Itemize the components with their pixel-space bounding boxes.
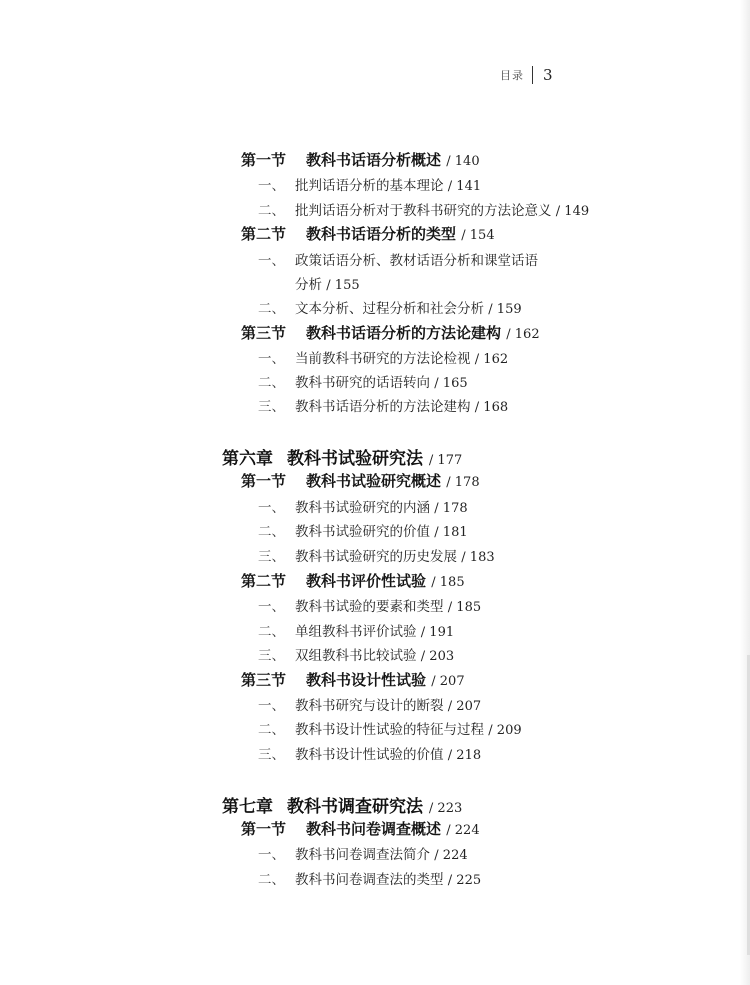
toc-chapter[interactable]	[222, 444, 462, 469]
toc-page-ref: / 165	[434, 376, 468, 391]
toc-entry-number: 一、	[258, 599, 285, 615]
toc-entry-number: 第六章	[222, 449, 273, 469]
toc-entry-number: 第二节	[241, 572, 287, 590]
toc-entry-title: 教科书研究的话语转向	[295, 375, 430, 391]
toc-page-ref: / 159	[488, 302, 522, 317]
toc-item[interactable]	[258, 595, 481, 615]
toc-entry-title: 教科书话语分析的方法论建构	[306, 324, 502, 342]
toc-page-ref: / 207	[431, 674, 465, 689]
toc-page-ref: / 168	[474, 400, 509, 415]
toc-entry-title: 教科书试验研究法	[287, 449, 423, 469]
toc-page-ref: / 183	[461, 550, 495, 565]
toc-page-ref: / 185	[447, 600, 482, 615]
toc-entry-number: 二、	[258, 203, 285, 219]
toc-entry-title: 批判话语分析对于教科书研究的方法论意义	[295, 203, 552, 219]
toc-entry-number: 第一节	[241, 820, 287, 838]
toc-entry-number: 一、	[258, 500, 285, 516]
toc-page-ref: / 191	[420, 625, 455, 640]
toc-entry-number: 三、	[258, 549, 285, 565]
toc-entry-title: 教科书设计性试验的价值	[295, 747, 444, 763]
toc-item[interactable]	[258, 694, 481, 714]
toc-entry-number: 二、	[258, 524, 285, 540]
toc-page-ref: / 223	[428, 801, 463, 816]
toc-page-ref: / 177	[428, 453, 463, 468]
toc-page-ref: / 154	[461, 228, 495, 243]
toc-item[interactable]	[258, 395, 508, 415]
toc-item[interactable]	[258, 174, 481, 194]
toc-section[interactable]	[241, 470, 480, 491]
toc-entry-number: 二、	[258, 624, 285, 640]
toc-page-ref: / 209	[488, 723, 522, 738]
toc-entry-title: 双组教科书比较试验	[295, 648, 417, 664]
toc-item[interactable]	[258, 297, 522, 317]
toc-page-ref: / 178	[446, 475, 480, 490]
toc-entry-number: 三、	[258, 399, 285, 415]
toc-item[interactable]	[258, 545, 495, 565]
toc-entry-number: 第七章	[222, 797, 273, 817]
toc-item[interactable]	[258, 347, 508, 367]
toc-entry-title: 教科书问卷调查法简介	[295, 847, 430, 863]
toc-entry-title: 分析	[295, 277, 322, 293]
toc-entry-title: 单组教科书评价试验	[295, 624, 417, 640]
toc-entry-title: 教科书问卷调查概述	[306, 820, 442, 838]
toc-entry-number: 一、	[258, 847, 285, 863]
toc-entry-title: 教科书研究与设计的断裂	[295, 698, 444, 714]
toc-section[interactable]	[241, 322, 540, 343]
toc-entry-title: 教科书试验研究概述	[306, 472, 442, 490]
toc-page-ref: / 185	[431, 575, 465, 590]
toc-entry-number: 第一节	[241, 472, 287, 490]
toc-page-ref: / 162	[474, 352, 509, 367]
toc-page-ref: / 178	[434, 501, 468, 516]
toc-entry-title: 教科书评价性试验	[306, 572, 427, 590]
toc-entry-title: 教科书试验研究的历史发展	[295, 549, 457, 565]
toc-entry-title: 教科书话语分析的方法论建构	[295, 399, 471, 415]
toc-section[interactable]	[241, 818, 480, 839]
toc-entry-title: 文本分析、过程分析和社会分析	[295, 301, 484, 317]
toc-entry-title: 教科书试验的要素和类型	[295, 599, 444, 615]
toc-entry-title: 教科书试验研究的价值	[295, 524, 430, 540]
toc-item[interactable]	[295, 273, 360, 293]
toc-item[interactable]	[258, 496, 468, 516]
toc-chapter[interactable]	[222, 792, 462, 817]
toc-item[interactable]	[258, 371, 468, 391]
toc-entry-number: 三、	[258, 747, 285, 763]
toc-section[interactable]	[241, 570, 465, 591]
toc-item[interactable]	[258, 520, 468, 540]
toc-item[interactable]	[258, 620, 454, 640]
toc-entry-number: 二、	[258, 722, 285, 738]
toc-entry-number: 三、	[258, 648, 285, 664]
toc-item[interactable]	[258, 868, 481, 888]
toc-entry-number: 一、	[258, 698, 285, 714]
toc-entry-title: 教科书话语分析的类型	[306, 225, 457, 243]
toc-item[interactable]	[258, 644, 454, 664]
toc-item[interactable]	[258, 843, 468, 863]
toc-page-ref: / 149	[555, 204, 590, 219]
toc-page-ref: / 218	[447, 748, 482, 763]
toc-entry-title: 教科书问卷调查法的类型	[295, 872, 444, 888]
toc-entry-title: 教科书调查研究法	[287, 797, 423, 817]
toc-entry-number: 第三节	[241, 324, 287, 342]
header-label: 目录	[500, 69, 524, 82]
toc-item[interactable]	[258, 743, 481, 763]
toc-item[interactable]	[258, 199, 589, 219]
toc-entry-number: 一、	[258, 351, 285, 367]
toc-section[interactable]	[241, 149, 480, 170]
toc-page-ref: / 203	[420, 649, 455, 664]
header-page-number: 3	[543, 66, 553, 84]
toc-page-ref: / 155	[326, 278, 360, 293]
toc-section[interactable]	[241, 223, 495, 244]
toc-entry-title: 教科书设计性试验	[306, 671, 427, 689]
toc-item[interactable]	[258, 718, 522, 738]
toc-page-ref: / 225	[447, 873, 482, 888]
toc-page-ref: / 224	[434, 848, 468, 863]
toc-page-ref: / 162	[506, 327, 540, 342]
toc-entry-title: 教科书试验研究的内涵	[295, 500, 430, 516]
toc-entry-number: 第三节	[241, 671, 287, 689]
toc-entry-number: 第一节	[241, 151, 287, 169]
toc-entry-title: 教科书设计性试验的特征与过程	[295, 722, 484, 738]
toc-entry-number: 一、	[258, 253, 285, 269]
toc-entry-number: 二、	[258, 301, 285, 317]
toc-page-ref: / 181	[434, 525, 468, 540]
toc-entry-title: 教科书话语分析概述	[306, 151, 442, 169]
toc-entry-number: 第二节	[241, 225, 287, 243]
toc-entry-number: 二、	[258, 872, 285, 888]
toc-page-ref: / 224	[446, 823, 480, 838]
toc-page-ref: / 207	[447, 699, 482, 714]
toc-item[interactable]	[258, 249, 538, 269]
toc-entry-title: 政策话语分析、教材话语分析和课堂话语	[295, 253, 538, 269]
toc-section[interactable]	[241, 669, 465, 690]
toc-entry-number: 二、	[258, 375, 285, 391]
toc-page-ref: / 141	[447, 179, 482, 194]
toc-entry-number: 一、	[258, 178, 285, 194]
running-header	[500, 64, 553, 86]
toc-page-ref: / 140	[446, 154, 480, 169]
header-divider	[532, 66, 533, 84]
toc-entry-title: 批判话语分析的基本理论	[295, 178, 444, 194]
toc-entry-title: 当前教科书研究的方法论检视	[295, 351, 471, 367]
